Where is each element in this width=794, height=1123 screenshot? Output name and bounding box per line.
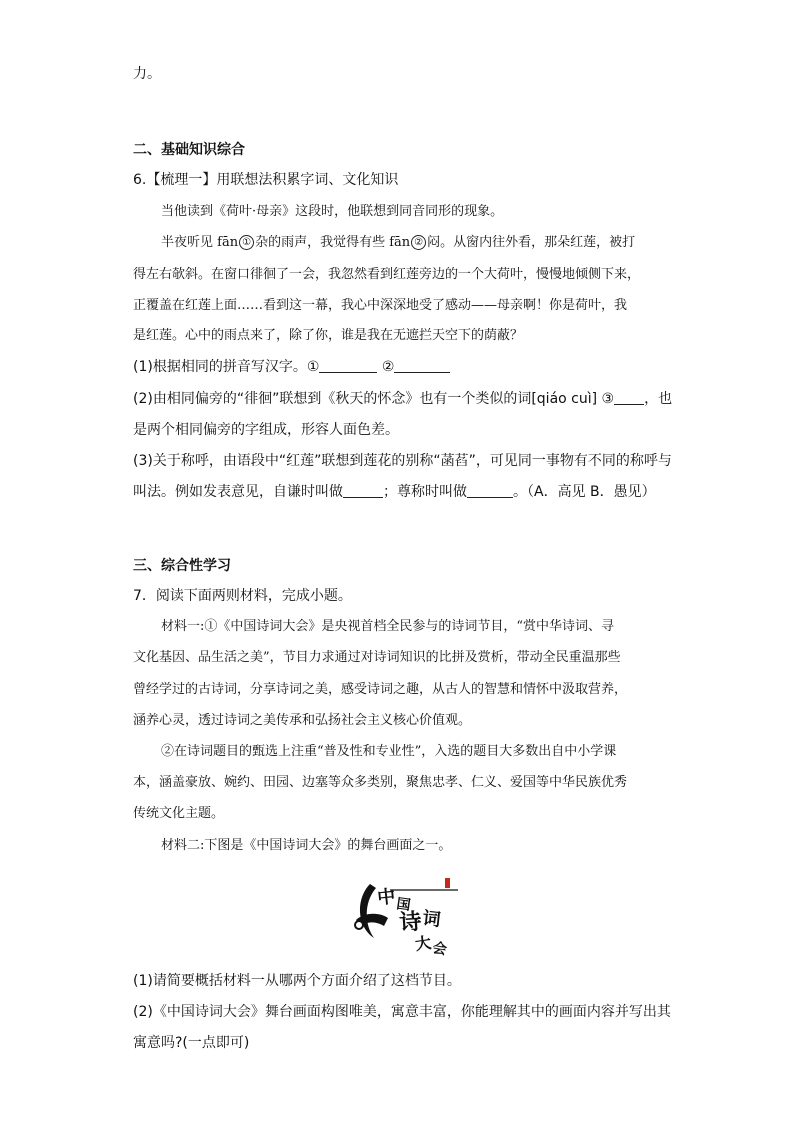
sub-question-3-line-2 (133, 482, 656, 502)
answer-blank-2[interactable] (394, 358, 450, 373)
answer-blank-honorific[interactable] (467, 483, 513, 498)
section-heading-basic-knowledge: 二、基础知识综合 (133, 142, 245, 158)
sub-question-text: ② (381, 359, 395, 375)
material-1-line-4: 涵养心灵，透过诗词之美传承和弘扬社会主义核心价值观。 (133, 713, 472, 728)
q7-sub-question-2-line-2: 寓意吗?(一点即可) (133, 1035, 250, 1051)
passage-intro: 当他读到《荷叶·母亲》这段时，他联想到同音同形的现象。 (161, 204, 504, 219)
circle-marker-1: ① (239, 235, 254, 250)
passage-line-1 (161, 233, 635, 253)
sub-question-2-line-2: 是两个相同偏旁的字组成，形容人面色差。 (133, 422, 399, 438)
material-1-line-3: 曾经学过的古诗词，分享诗词之美，感受诗词之趣，从古人的智慧和情怀中汲取营养， (133, 682, 628, 697)
q7-sub-question-1: (1)请简要概括材料一从哪两个方面介绍了这档节目。 (133, 973, 461, 989)
answer-blank-humble[interactable] (343, 483, 383, 498)
logo-lettering (376, 885, 448, 958)
top-fragment: 力。 (133, 66, 161, 82)
sub-question-1 (133, 357, 450, 377)
svg-text:国: 国 (395, 896, 412, 914)
question-6-title: 6.【梳理一】用联想法积累字词、文化知识 (133, 172, 399, 188)
sub-question-text: ；尊称时叫做 (383, 484, 467, 500)
sub-question-2 (133, 389, 672, 409)
material-1-line-2: 文化基因、品生活之美”，节目力求通过对诗词知识的比拼及赏析，带动全民重温那些 (133, 650, 621, 665)
chinese-poetry-conference-logo (350, 868, 460, 960)
material-1-para-2-line-1: ②在诗词题目的甄选上注重“普及性和专业性”，入选的题目大多数出自中小学课 (161, 744, 617, 759)
material-1-para-2-line-2: 本，涵盖豪放、婉约、田园、边塞等众多类别，聚焦忠孝、仁义、爱国等中华民族优秀 (133, 775, 628, 790)
passage-text: 半夜听见 fān (161, 235, 239, 250)
material-2-intro: 材料二:下图是《中国诗词大会》的舞台画面之一。 (161, 838, 452, 853)
svg-text:大: 大 (413, 932, 433, 954)
passage-line-3: 正覆盖在红莲上面……看到这一幕，我心中深深地受了感动——母亲啊！你是荷叶，我 (133, 298, 628, 313)
question-7-title: 7．阅读下面两则材料，完成小题。 (133, 588, 352, 604)
sub-question-text: ，也 (644, 391, 673, 407)
answer-blank-3[interactable] (614, 390, 644, 405)
q7-sub-question-2-line-1: (2)《中国诗词大会》舞台画面构图唯美，寓意丰富，你能理解其中的画面内容并写出其 (133, 1004, 671, 1020)
sub-question-text: (2)由相同偏旁的“徘徊”联想到《秋天的怀念》也有一个类似的词[qiáo cuì] ③ (133, 391, 615, 407)
passage-text: 杂的雨声，我觉得有些 fān (255, 235, 411, 250)
material-1-para-2-line-3: 传统文化主题。 (133, 806, 225, 821)
logo-brush-arc (360, 884, 376, 938)
passage-line-4: 是红莲。心中的雨点来了，除了你，谁是我在无遮拦天空下的荫蔽？ (133, 328, 524, 343)
sub-question-text: 叫法。例如发表意见，自谦时叫做 (133, 484, 343, 500)
answer-blank-1[interactable] (319, 358, 377, 373)
section-heading-comprehensive-learning: 三、综合性学习 (133, 558, 231, 574)
passage-text: 闷。从窗内往外看，那朵红莲，被打 (427, 235, 636, 250)
logo-seal (445, 878, 450, 888)
sub-question-text: 。（A．高见 B．愚见） (513, 484, 656, 500)
sub-question-text: (1)根据相同的拼音写汉字。① (133, 359, 320, 375)
svg-text:诗: 诗 (398, 908, 423, 936)
material-1-line-1: 材料一:①《中国诗词大会》是央视首档全民参与的诗词节目，“赏中华诗词、寻 (161, 619, 615, 634)
sub-question-3-line-1: (3)关于称呼，由语段中“红莲”联想到莲花的别称“菡萏”，可见同一事物有不同的称呼与 (133, 453, 672, 469)
svg-text:会: 会 (431, 940, 448, 959)
passage-line-2: 得左右欹斜。在窗口徘徊了一会，我忽然看到红莲旁边的一个大荷叶，慢慢地倾侧下来， (133, 267, 641, 282)
circle-marker-2: ② (411, 235, 426, 250)
svg-text:词: 词 (421, 908, 442, 931)
svg-text:中: 中 (376, 886, 397, 909)
